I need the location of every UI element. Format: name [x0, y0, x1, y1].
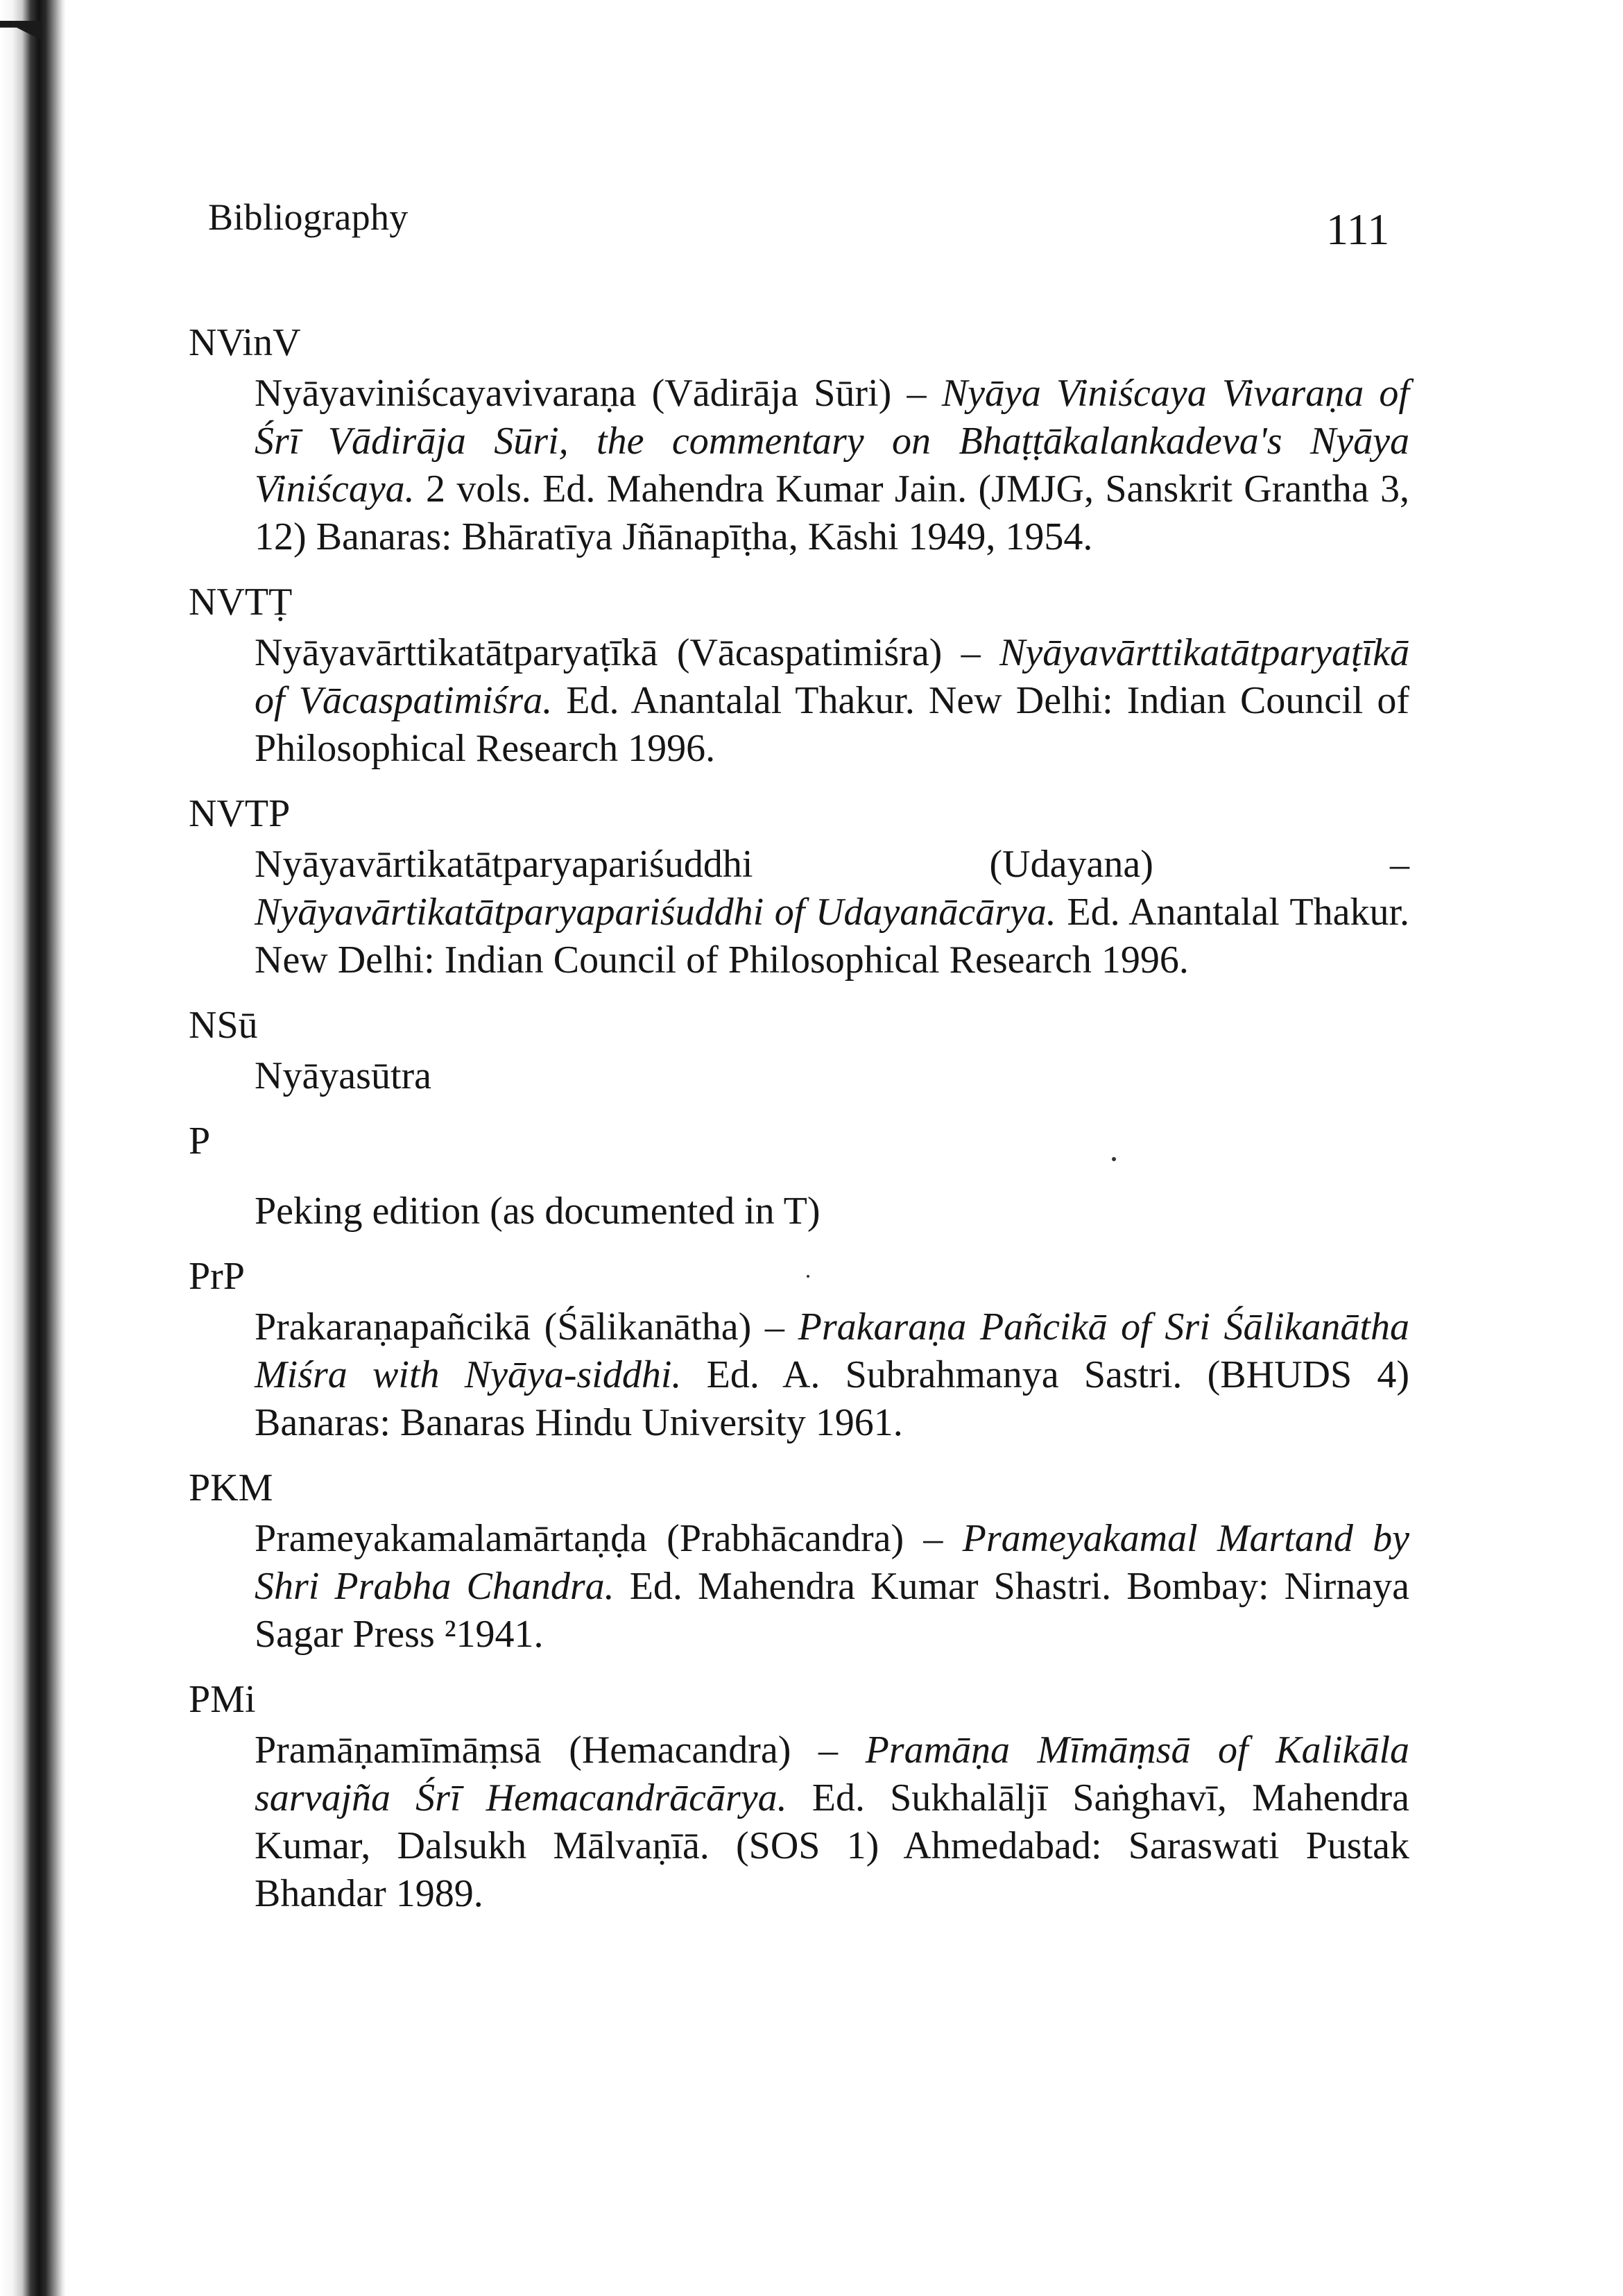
entry-abbreviation: PKM: [189, 1466, 273, 1509]
entry-abbreviation: NSū: [189, 1004, 258, 1047]
entry-abbreviation: NVTP: [189, 792, 291, 835]
entry-title-italic: Nyāyavārttikatātparyaṭīkā of Vācaspatimiśra.: [255, 631, 1409, 722]
entry-description: [255, 370, 1409, 571]
entry-publication: Ed. Anantalal Thakur. New Delhi: Indian Council of Philosophical Research 1996.: [255, 679, 1409, 770]
entry-text: Prakaraṇapañcikā (Śālikanātha) –: [255, 1305, 798, 1348]
entry-abbreviation: NVTṬ: [189, 581, 293, 624]
entry-description: [255, 1515, 1409, 1668]
entry-description: [255, 1303, 1409, 1457]
bib-entry-p: [189, 1114, 1409, 1245]
entry-abbreviation: PMi: [189, 1678, 256, 1721]
bib-entry-prp: [189, 1249, 1409, 1457]
running-head: Bibliography: [208, 196, 409, 238]
entry-publication: Ed. A. Subrahmanya Sastri. (BHUDS 4) Banaras: Banaras Hindu University 1961.: [255, 1353, 1409, 1444]
entry-publication: 2 vols. Ed. Mahendra Kumar Jain. (JMJG, Sanskrit Grantha 3, 12) Banaras: Bhāratīya Jñānapīṭha, Kāshi 1949, 1954.: [255, 468, 1409, 558]
entry-text: Peking edition (as documented in T): [255, 1190, 821, 1233]
scan-speck: [1112, 1157, 1116, 1161]
bib-entry-nvtp: [189, 787, 1409, 994]
scan-speck: [807, 1275, 809, 1278]
entry-text: Nyāyavārttikatātparyaṭīkā (Vācaspatimiśra) –: [255, 631, 1000, 674]
bib-entry-pkm: [189, 1461, 1409, 1668]
entry-publication: Ed. Mahendra Kumar Shastri. Bombay: Nirnaya Sagar Press ²1941.: [255, 1565, 1409, 1656]
entry-text: Pramāṇamīmāṃsā (Hemacandra) –: [255, 1729, 866, 1772]
entry-text: Prameyakamalamārtaṇḍa (Prabhācandra) –: [255, 1517, 963, 1560]
entry-text: Nyāyavārtikatātparyapariśuddhi (Udayana) –: [255, 843, 1409, 886]
entry-abbreviation: PrP: [189, 1255, 245, 1298]
entry-publication: Ed. Sukhalāljī Saṅghavī, Mahendra Kumar, Dalsukh Mālvaṇīā. (SOS 1) Ahmedabad: Saraswati Pustak Bhandar 1989.: [255, 1776, 1409, 1915]
entry-abbreviation: NVinV: [189, 321, 301, 364]
bib-entry-nvtt: [189, 575, 1409, 782]
entry-description: [255, 841, 1409, 994]
entry-title-italic: Nyāya Viniścaya Vivaraṇa of Śrī Vādirāja Sūri, the commentary on Bhaṭṭākalankadeva's Nyāya Viniścaya.: [255, 372, 1409, 511]
entry-text: Nyāyasūtra: [255, 1054, 432, 1097]
entry-title-italic: Nyāyavārtikatātparyapariśuddhi of Udayanācārya.: [255, 891, 1056, 934]
entry-description: [255, 1052, 1409, 1110]
page-number: 111: [1326, 205, 1390, 254]
entry-description: [255, 1188, 1409, 1245]
entry-title-italic: Pramāṇa Mīmāṃsā of Kalikāla sarvajña Śrī Hemacandrācārya.: [255, 1729, 1409, 1819]
bib-entry-nvinv: [189, 316, 1409, 571]
bib-entry-pmi: [189, 1672, 1409, 1928]
entry-title-italic: Prameyakamal Martand by Shri Prabha Chandra.: [255, 1517, 1409, 1608]
entry-title-italic: Prakaraṇa Pañcikā of Sri Śālikanātha Miśra with Nyāya-siddhi.: [255, 1305, 1409, 1396]
entry-publication: Ed. Anantalal Thakur. New Delhi: Indian Council of Philosophical Research 1996.: [255, 891, 1409, 982]
entry-text: Nyāyaviniścayavivaraṇa (Vādirāja Sūri) –: [255, 372, 942, 415]
bibliography-list: [189, 316, 1409, 1932]
entry-description: [255, 1727, 1409, 1928]
entry-description: [255, 629, 1409, 782]
bib-entry-nsu: [189, 998, 1409, 1110]
entry-abbreviation: P: [189, 1120, 211, 1163]
